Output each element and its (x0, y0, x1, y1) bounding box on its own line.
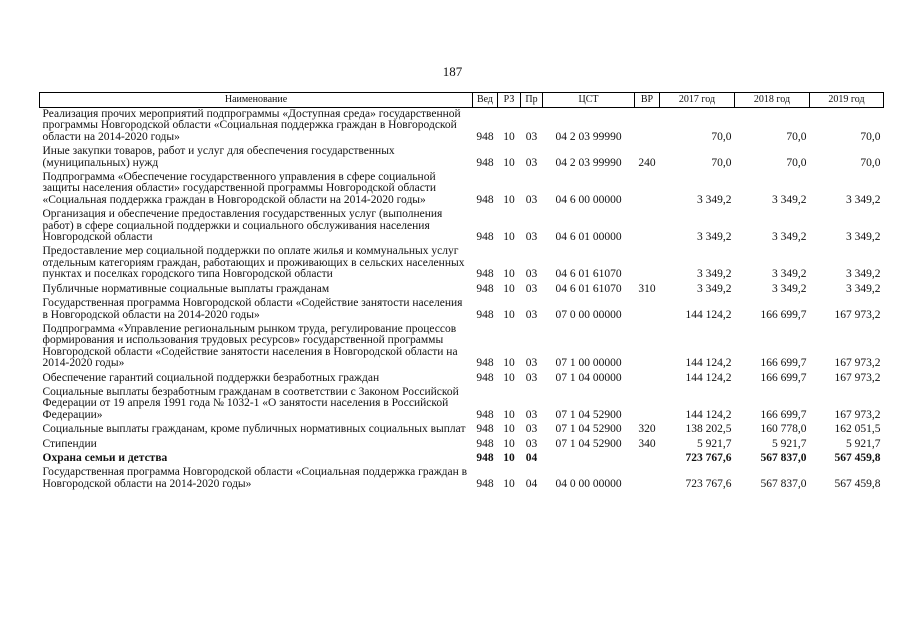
row-name: Организация и обеспечение предоставления государственных услуг (выполнения работ) в сфере социальной поддержки и социального обслуживания населения Новгородской области (42, 208, 443, 244)
row-cst: 04 6 01 61070 (555, 268, 622, 281)
row-2019-value: 167 973,2 (834, 371, 881, 384)
header-rz: РЗ (498, 93, 521, 108)
row-pr: 03 (525, 308, 538, 321)
row-2019-value: 167 973,2 (834, 408, 881, 421)
table-body (40, 108, 884, 493)
row-2019-value: 3 349,2 (846, 231, 881, 244)
header-2017: 2017 год (660, 93, 735, 108)
row-rz: 10 (503, 193, 515, 206)
row-2018-value: 160 778,0 (760, 423, 807, 436)
row-cst: 07 1 00 00000 (555, 357, 622, 370)
row-vr: 310 (638, 282, 656, 295)
table-row (40, 208, 884, 245)
row-rz: 10 (503, 357, 515, 370)
table-row (40, 245, 884, 282)
row-2017-value: 144 124,2 (685, 357, 732, 370)
row-pr: 03 (525, 371, 538, 384)
row-cst: 07 1 04 52900 (555, 423, 622, 436)
row-2019-value: 70,0 (860, 130, 881, 143)
row-cst: 04 6 01 61070 (555, 282, 622, 295)
table-row (40, 423, 884, 437)
row-2018-value: 70,0 (786, 156, 807, 169)
row-ved: 948 (476, 451, 494, 464)
row-ved: 948 (476, 268, 494, 281)
row-pr: 04 (525, 451, 538, 464)
table-row (40, 283, 884, 297)
row-2017-value: 3 349,2 (697, 231, 732, 244)
row-rz: 10 (503, 130, 515, 143)
row-pr: 03 (525, 231, 538, 244)
row-pr: 03 (525, 437, 538, 450)
row-vr (635, 108, 660, 146)
row-name: Государственная программа Новгородской области «Содействие занятости населения в Новгородской области на 2014-2020 годы» (42, 297, 463, 321)
header-vr: ВР (635, 93, 660, 108)
row-vr (635, 323, 660, 372)
row-ved: 948 (476, 231, 494, 244)
row-2018-value: 3 349,2 (772, 231, 807, 244)
row-2017-value: 144 124,2 (685, 371, 732, 384)
row-cst: 04 2 03 99990 (555, 156, 622, 169)
header-2018: 2018 год (735, 93, 810, 108)
row-ved: 948 (476, 477, 494, 490)
table-row (40, 171, 884, 208)
row-rz: 10 (503, 371, 515, 384)
row-pr: 03 (525, 408, 538, 421)
row-cst (543, 452, 635, 466)
row-pr: 04 (525, 477, 538, 490)
row-vr: 240 (638, 156, 656, 169)
row-name: Подпрограмма «Управление региональным рынком труда, регулирование процессов формирования и использования трудовых ресурсов» государственной программы Новгородской области «Содействие занятости населения в Новгородской области на 2014-2020 годы» (42, 322, 458, 370)
row-ved: 948 (476, 308, 494, 321)
row-2019-value: 70,0 (860, 156, 881, 169)
row-2017-value: 70,0 (711, 156, 732, 169)
row-vr (635, 466, 660, 492)
row-ved: 948 (476, 423, 494, 436)
row-2018-value: 5 921,7 (772, 437, 807, 450)
row-vr (635, 297, 660, 323)
row-vr: 340 (638, 437, 656, 450)
row-rz: 10 (503, 282, 515, 295)
row-2019-value: 162 051,5 (834, 423, 881, 436)
row-cst: 04 6 00 00000 (555, 193, 622, 206)
row-ved: 948 (476, 371, 494, 384)
row-pr: 03 (525, 156, 538, 169)
row-name: Предоставление мер социальной поддержки по оплате жилья и коммунальных услуг отдельным категориям граждан, работающих и проживающих в сельских населенных пунктах и поселках городского типа Новгородской области (42, 245, 465, 281)
header-cst: ЦСТ (543, 93, 635, 108)
row-vr (635, 171, 660, 208)
row-cst: 04 2 03 99990 (555, 130, 622, 143)
row-name: Обеспечение гарантий социальной поддержки безработных граждан (42, 371, 380, 384)
row-2017-value: 144 124,2 (685, 408, 732, 421)
table-row (40, 108, 884, 146)
row-2017-value: 723 767,6 (685, 477, 732, 490)
row-2017-value: 3 349,2 (697, 282, 732, 295)
row-2017-value: 70,0 (711, 130, 732, 143)
row-cst: 07 0 00 00000 (555, 308, 622, 321)
row-name: Иные закупки товаров, работ и услуг для обеспечения государственных (муниципальных) нужд (42, 145, 395, 169)
row-rz: 10 (503, 231, 515, 244)
row-ved: 948 (476, 130, 494, 143)
row-cst: 07 1 04 52900 (555, 408, 622, 421)
table-row (40, 297, 884, 323)
table-row (40, 452, 884, 466)
row-rz: 10 (503, 308, 515, 321)
row-2018-value: 166 699,7 (760, 308, 807, 321)
row-cst: 07 1 04 00000 (555, 371, 622, 384)
row-name: Подпрограмма «Обеспечение государственного управления в сфере социальной защиты населения области» государственной программы Новгородской области «Социальная поддержка граждан в Новгородской области на 2014-2020 годы» (42, 171, 437, 206)
header-pr: Пр (521, 93, 543, 108)
row-rz: 10 (503, 268, 515, 281)
row-cst: 04 0 00 00000 (555, 477, 622, 490)
row-pr: 03 (525, 282, 538, 295)
row-2019-value: 167 973,2 (834, 357, 881, 370)
table-row (40, 386, 884, 423)
table-header (40, 93, 884, 108)
row-2018-value: 3 349,2 (772, 193, 807, 206)
row-pr: 03 (525, 268, 538, 281)
row-2017-value: 144 124,2 (685, 308, 732, 321)
row-name: Социальные выплаты безработным гражданам в соответствии с Законом Российской Федерации от 19 апреля 1991 года № 1032-1 «О занятости населения в Российской Федерации» (42, 385, 459, 421)
row-ved: 948 (476, 193, 494, 206)
row-cst: 04 6 01 00000 (555, 231, 622, 244)
row-pr: 03 (525, 130, 538, 143)
row-2019-value: 167 973,2 (834, 308, 881, 321)
row-vr (635, 208, 660, 245)
row-2018-value: 3 349,2 (772, 282, 807, 295)
row-2017-value: 3 349,2 (697, 268, 732, 281)
row-2018-value: 567 837,0 (760, 477, 807, 490)
row-ved: 948 (476, 156, 494, 169)
row-2017-value: 5 921,7 (697, 437, 732, 450)
row-2018-value: 166 699,7 (760, 408, 807, 421)
row-2019-value: 3 349,2 (846, 193, 881, 206)
row-name: Охрана семьи и детства (42, 451, 168, 464)
row-2017-value: 723 767,6 (685, 451, 732, 464)
budget-table (39, 92, 884, 492)
row-name: Государственная программа Новгородской области «Социальная поддержка граждан в Новгородской области на 2014-2020 годы» (42, 466, 468, 490)
row-name: Социальные выплаты гражданам, кроме публичных нормативных социальных выплат (42, 423, 466, 436)
row-vr: 320 (638, 423, 656, 436)
row-pr: 03 (525, 423, 538, 436)
header-ved: Вед (473, 93, 498, 108)
table-row (40, 466, 884, 492)
row-ved: 948 (476, 408, 494, 421)
header-name: Наименование (40, 93, 473, 108)
row-2019-value: 567 459,8 (834, 477, 881, 490)
table-row (40, 323, 884, 372)
row-pr: 03 (525, 193, 538, 206)
row-2019-value: 3 349,2 (846, 282, 881, 295)
row-name: Стипендии (42, 437, 97, 450)
row-2019-value: 567 459,8 (834, 451, 881, 464)
row-cst: 07 1 04 52900 (555, 437, 622, 450)
row-rz: 10 (503, 477, 515, 490)
row-2018-value: 3 349,2 (772, 268, 807, 281)
table-row (40, 372, 884, 386)
row-2018-value: 70,0 (786, 130, 807, 143)
row-rz: 10 (503, 451, 515, 464)
row-vr (635, 386, 660, 423)
row-2018-value: 166 699,7 (760, 371, 807, 384)
row-2019-value: 5 921,7 (846, 437, 881, 450)
page-number: 187 (442, 64, 463, 79)
row-2018-value: 166 699,7 (760, 357, 807, 370)
row-2019-value: 3 349,2 (846, 268, 881, 281)
row-2017-value: 3 349,2 (697, 193, 732, 206)
row-rz: 10 (503, 423, 515, 436)
row-name: Публичные нормативные социальные выплаты гражданам (42, 282, 330, 295)
table-row (40, 438, 884, 452)
row-rz: 10 (503, 156, 515, 169)
row-ved: 948 (476, 282, 494, 295)
table-row (40, 145, 884, 171)
row-2018-value: 567 837,0 (760, 451, 807, 464)
row-ved: 948 (476, 437, 494, 450)
row-pr: 03 (525, 357, 538, 370)
header-2019: 2019 год (810, 93, 884, 108)
row-rz: 10 (503, 437, 515, 450)
row-vr (635, 245, 660, 282)
row-vr (635, 452, 660, 466)
row-vr (635, 372, 660, 386)
row-name: Реализация прочих мероприятий подпрограммы «Доступная среда» государственной программы Новгородской области «Социальная поддержка граждан в Новгородской области на 2014-2020 годы» (42, 108, 461, 143)
row-rz: 10 (503, 408, 515, 421)
row-ved: 948 (476, 357, 494, 370)
row-2017-value: 138 202,5 (685, 423, 732, 436)
